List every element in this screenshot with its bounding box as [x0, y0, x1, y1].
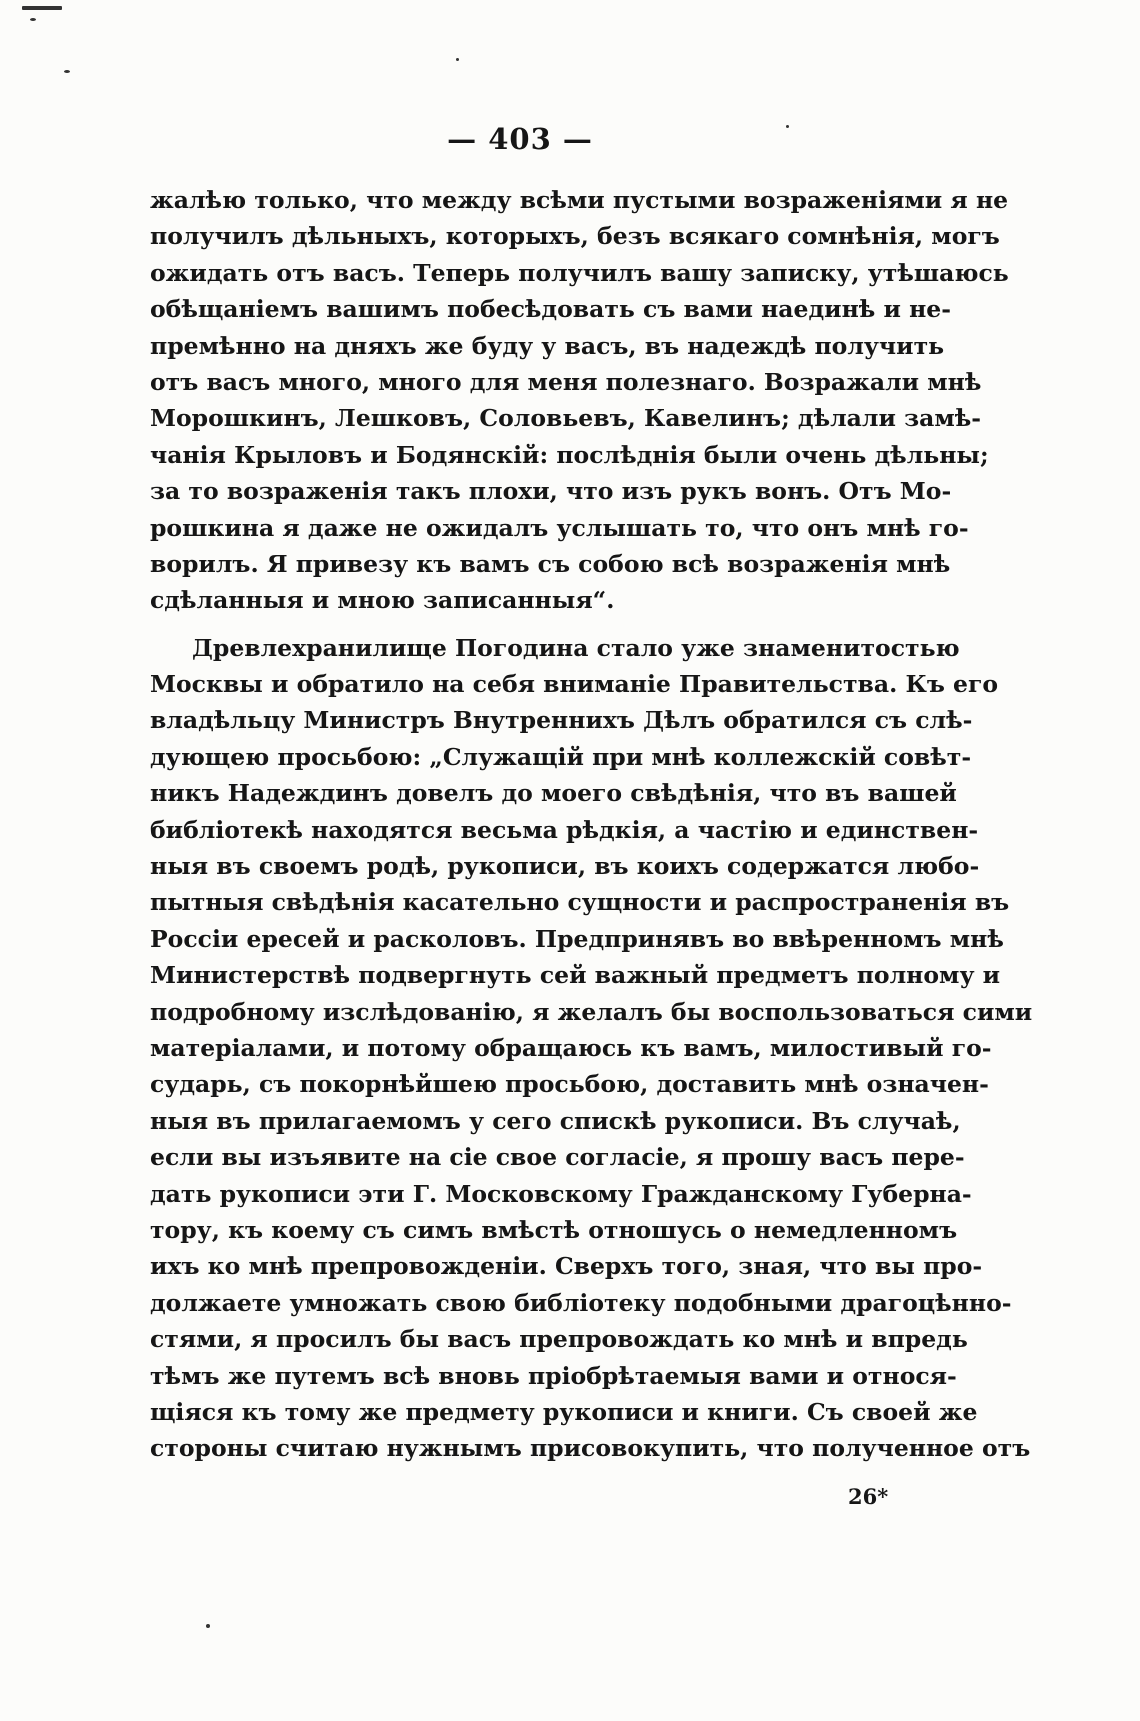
text-line: должаете умножать свою библіотеку подобными драгоцѣнно- [150, 1288, 1012, 1317]
text-line: дующею просьбою: „Служащій при мнѣ коллежскій совѣт- [150, 742, 972, 771]
paragraph-gap [150, 619, 902, 630]
text-line: Древлехранилище Погодина стало уже знаменитостью [192, 633, 960, 662]
text-line: щіяся къ тому же предмету рукописи и книги. Съ своей же [150, 1397, 978, 1426]
paragraph [150, 630, 1033, 1467]
text-line: Министерствѣ подвергнуть сей важный предметъ полному и [150, 961, 1001, 990]
text-line: библіотекѣ находятся весьма рѣдкія, а частію и единствен- [150, 815, 979, 844]
text-line: дать рукописи эти Г. Московскому Гражданскому Губерна- [150, 1179, 972, 1208]
text-line: отъ васъ много, много для меня полезнаго. Возражали мнѣ [150, 367, 982, 396]
text-line: тору, къ коему съ симъ вмѣстѣ отношусь о немедленномъ [150, 1215, 958, 1244]
text-line: ихъ ко мнѣ препровожденіи. Сверхъ того, зная, что вы про- [150, 1252, 983, 1281]
text-line: владѣльцу Министръ Внутреннихъ Дѣлъ обратился съ слѣ- [150, 706, 973, 735]
text-line: обѣщаніемъ вашимъ побесѣдовать съ вами наединѣ и не- [150, 295, 951, 324]
text-line: матеріалами, и потому обращаюсь къ вамъ, милостивый го- [150, 1033, 992, 1062]
text-line: за то возраженія такъ плохи, что изъ рукъ вонъ. Отъ Мо- [150, 477, 952, 506]
scan-speck [456, 58, 459, 61]
scan-speck [30, 18, 36, 21]
text-line: Морошкинъ, Лешковъ, Соловьевъ, Кавелинъ; дѣлали замѣ- [150, 404, 982, 433]
text-line: премѣнно на дняхъ же буду у васъ, въ надеждѣ получить [150, 331, 945, 360]
scan-speck [206, 1624, 210, 1628]
body-text [150, 182, 1033, 1467]
text-line: ворилъ. Я привезу къ вамъ съ собою всѣ возраженія мнѣ [150, 549, 951, 578]
text-line: подробному изслѣдованію, я желалъ бы воспользоваться сими [150, 997, 1033, 1026]
printer-signature: 26* [848, 1484, 889, 1509]
text-line: никъ Надеждинъ довелъ до моего свѣдѣнія, что въ вашей [150, 779, 957, 808]
text-line: рошкина я даже не ожидалъ услышать то, что онъ мнѣ го- [150, 513, 969, 542]
text-line: получилъ дѣльныхъ, которыхъ, безъ всякаго сомнѣнія, могъ [150, 222, 1000, 251]
text-line: стороны считаю нужнымъ присовокупить, что полученное отъ [150, 1434, 1031, 1463]
scan-speck [22, 6, 62, 10]
paragraph [150, 182, 1009, 619]
text-line: ныя въ своемъ родѣ, рукописи, въ коихъ содержатся любо- [150, 852, 980, 881]
text-line: Москвы и обратило на себя вниманіе Правительства. Къ его [150, 670, 999, 699]
text-line: ожидать отъ васъ. Теперь получилъ вашу записку, утѣшаюсь [150, 258, 1009, 287]
text-line: тѣмъ же путемъ всѣ вновь пріобрѣтаемыя вами и относя- [150, 1361, 957, 1390]
text-line: Россіи ересей и расколовъ. Предпринявъ во ввѣренномъ мнѣ [150, 924, 1004, 953]
text-line: жалѣю только, что между всѣми пустыми возраженіями я не [150, 186, 1009, 214]
text-line: чанія Крыловъ и Бодянскій: послѣднія были очень дѣльны; [150, 440, 989, 469]
page-number: — 403 — [447, 122, 593, 156]
text-line: ныя въ прилагаемомъ у сего спискѣ рукописи. Въ случаѣ, [150, 1106, 961, 1135]
text-line: сударь, съ покорнѣйшею просьбою, доставить мнѣ означен- [150, 1070, 989, 1099]
text-line: пытныя свѣдѣнія касательно сущности и распространенія въ [150, 888, 1010, 917]
text-line: сдѣланныя и мною записанныя“. [150, 586, 615, 615]
text-line: если вы изъявите на сіе свое согласіе, я прошу васъ пере- [150, 1143, 965, 1172]
text-line: стями, я просилъ бы васъ препровождать ко мнѣ и впредь [150, 1325, 968, 1354]
scan-speck [64, 70, 70, 73]
